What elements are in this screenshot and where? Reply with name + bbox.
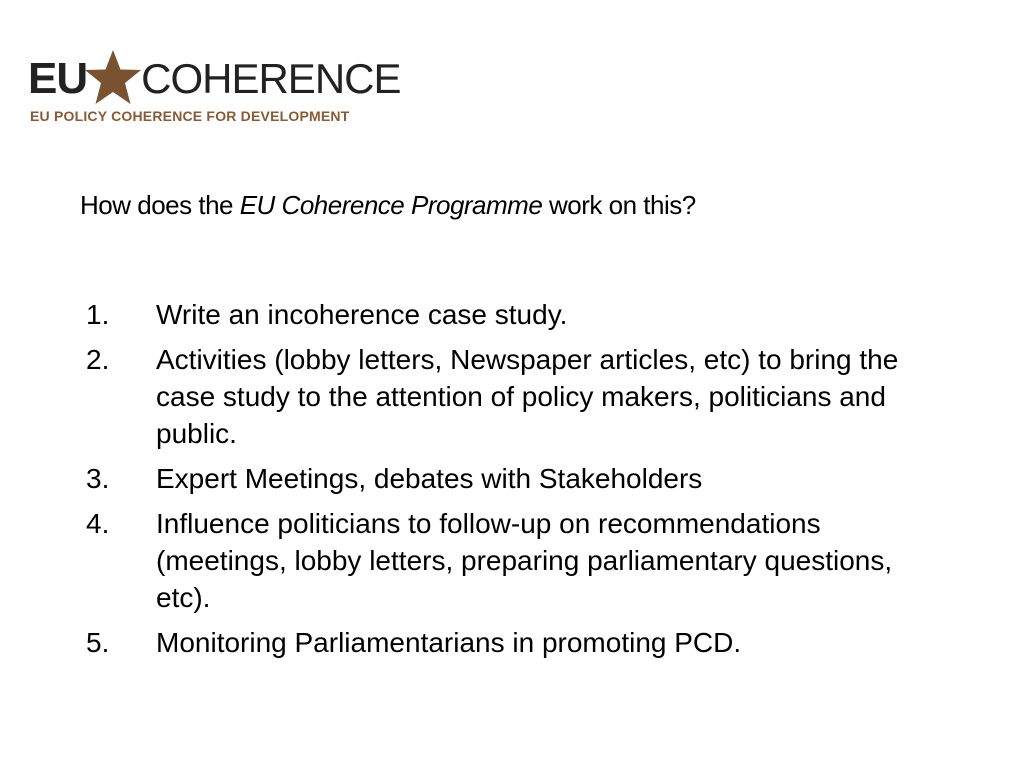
list-item	[86, 505, 946, 616]
star-icon	[83, 48, 143, 106]
title-suffix: work on this?	[542, 190, 696, 220]
slide-title	[80, 190, 696, 221]
logo-tagline: EU POLICY COHERENCE FOR DEVELOPMENT	[30, 108, 350, 124]
list-item-number: 2.	[86, 344, 110, 375]
list-item-text: Expert Meetings, debates with Stakeholders	[156, 463, 703, 494]
logo-eu-text: EU	[28, 54, 88, 103]
list-item	[86, 624, 946, 661]
logo-coherence-text: COHERENCE	[141, 55, 401, 102]
list-item-text: Monitoring Parliamentarians in promoting PCD.	[156, 627, 742, 658]
list-item-text: Write an incoherence case study.	[156, 299, 568, 330]
list-item	[86, 460, 946, 497]
logo-wordmark	[28, 54, 401, 104]
list-item-text: Activities (lobby letters, Newspaper articles, etc) to bring the case study to the attention of policy makers, politicians and public.	[156, 344, 899, 449]
title-programme-name: EU Coherence Programme	[239, 190, 543, 220]
list-item-number: 4.	[86, 508, 110, 539]
title-prefix: How does the	[80, 190, 240, 220]
action-list	[86, 296, 946, 669]
list-item	[86, 296, 946, 333]
eu-coherence-logo	[28, 46, 458, 130]
list-item-number: 1.	[86, 299, 110, 330]
list-item-text: Influence politicians to follow-up on recommendations (meetings, lobby letters, preparing parliamentary questions, etc).	[156, 508, 893, 613]
list-item-number: 3.	[86, 463, 110, 494]
list-item-number: 5.	[86, 627, 110, 658]
list-item	[86, 341, 946, 452]
